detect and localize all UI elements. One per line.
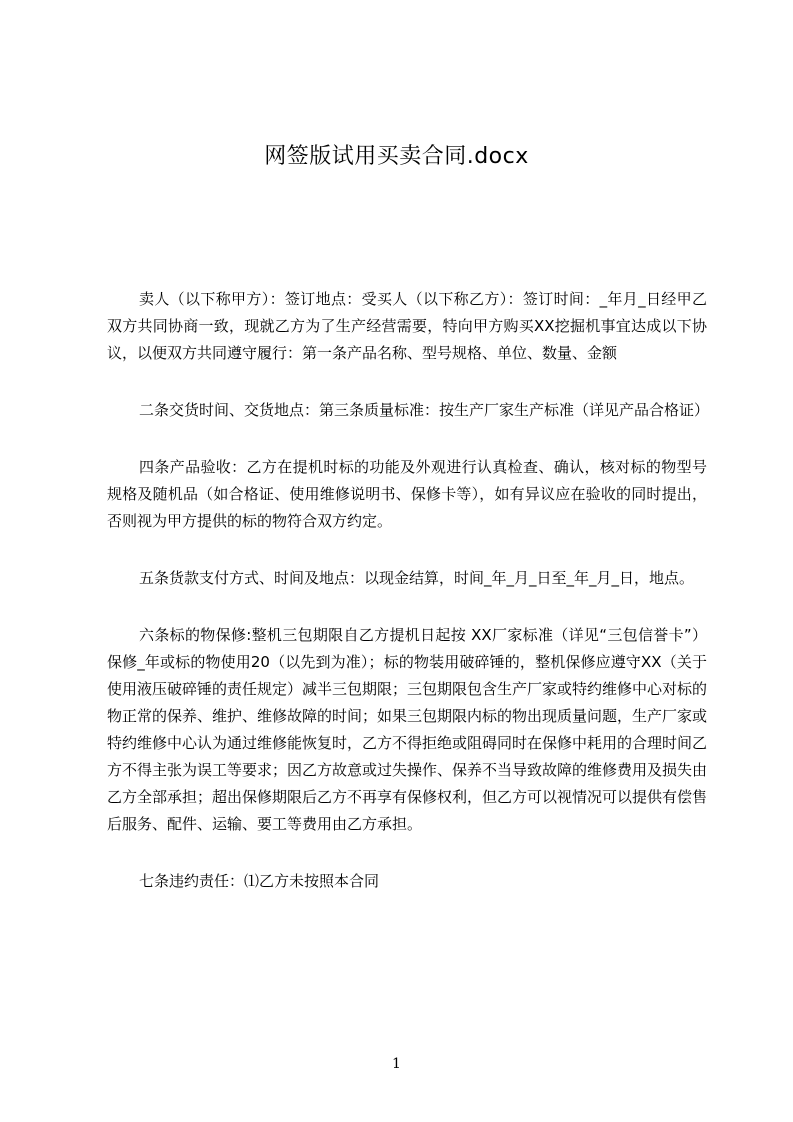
paragraph-payment: 五条货款支付方式、时间及地点：以现金结算，时间_年_月_日至_年_月_日，地点。 [139, 569, 695, 587]
paragraph-liability: 七条违约责任：⑴乙方未按照本合同 [139, 872, 380, 890]
paragraph-inspection: 四条产品验收：乙方在提机时标的功能及外观进行认真检查、确认，核对标的物型号规格及随机品（如合格证、使用维修说明书、保修卡等），如有异议应在验收的同时提出，否则视为甲方提供的标的物符合双方约定。 [107, 458, 707, 530]
paragraph-parties: 卖人（以下称甲方）：签订地点：受买人（以下称乙方）：签订时间：_年月_日经甲乙双方共同协商一致，现就乙方为了生产经营需要，特向甲方购买XX挖掘机事宜达成以下协议，以便双方共同遵守履行：第一条产品名称、型号规格、单位、数量、金额 [107, 290, 707, 362]
document-body [107, 286, 710, 925]
paragraph-warranty: 六条标的物保修:整机三包期限自乙方提机日起按 XX厂家标准（详见“三包信誉卡”）保修_年或标的物使用20（以先到为准）；标的物装用破碎锤的，整机保修应遵守XX（关于使用液压破碎锤的责任规定）减半三包期限；三包期限包含生产厂家或特约维修中心对标的物正常的保养、维护、维修故障的时间；如果三包期限内标的物出现质量问题，生产厂家或特约维修中心认为通过维修能恢复时，乙方不得拒绝或阻碍同时在保修中耗用的合理时间乙方不得主张为误工等要求；因乙方故意或过失操作、保养不当导致故障的维修费用及损失由乙方全部承担；超出保修期限后乙方不再享有保修权利，但乙方可以视情况可以提供有偿售后服务、配件、运输、要工等费用由乙方承担。 [107, 626, 708, 833]
paragraph-delivery-quality: 二条交货时间、交货地点：第三条质量标准：按生产厂家生产标准（详见产品合格证） [139, 401, 710, 419]
page-number: 1 [392, 1056, 401, 1072]
document-title: 网签版试用买卖合同.docx [264, 144, 529, 169]
